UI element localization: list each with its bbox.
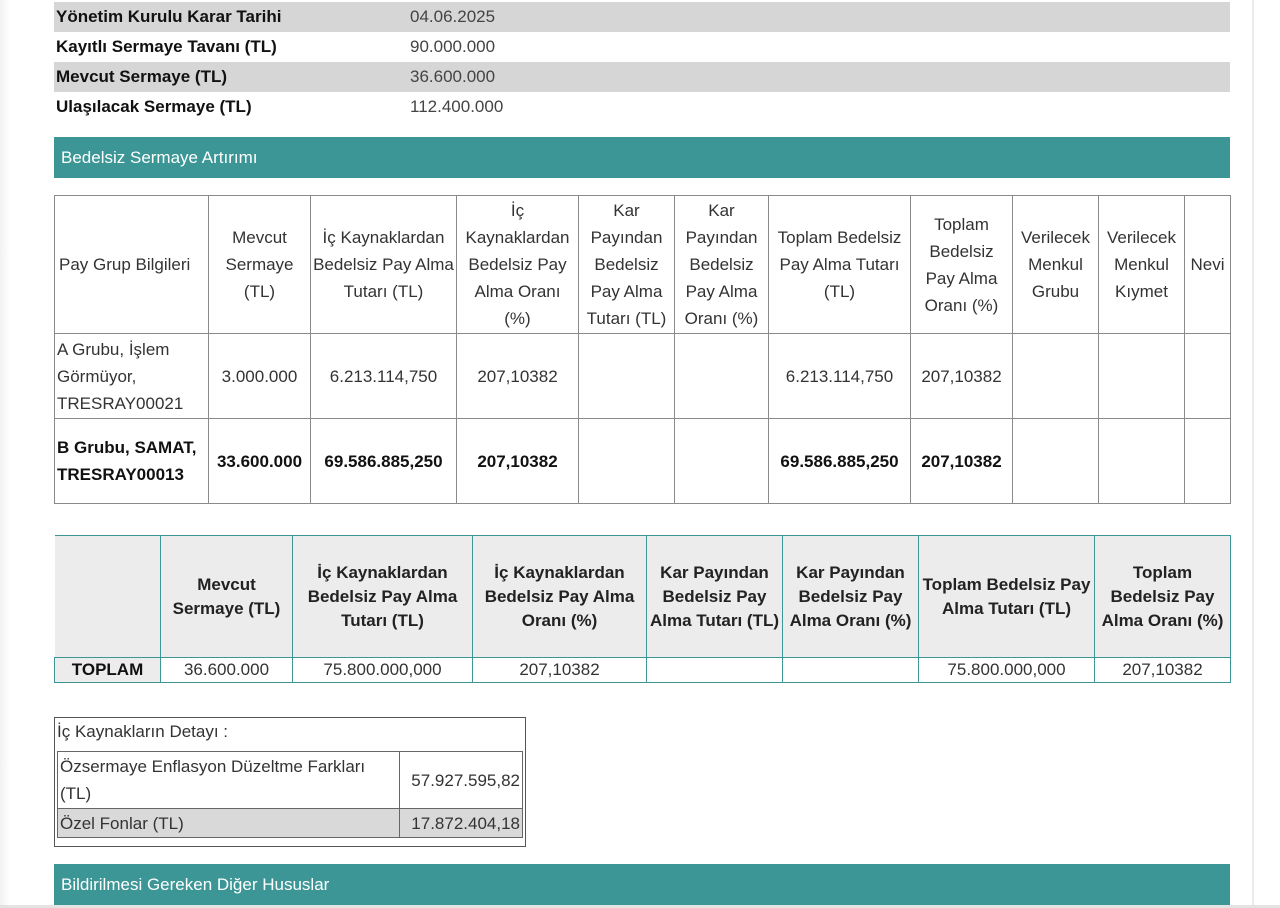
cell: 3.000.000	[209, 334, 311, 419]
table-row	[55, 419, 1231, 504]
cell	[783, 658, 919, 683]
col-header: İç Kaynaklardan Bedelsiz Pay Alma Oranı (%)	[473, 536, 647, 658]
cell: 207,10382	[911, 419, 1013, 504]
detail-row	[58, 809, 523, 838]
col-header: İç Kaynaklardan Bedelsiz Pay Alma Tutarı (TL)	[293, 536, 473, 658]
col-header: Mevcut Sermaye (TL)	[209, 196, 311, 334]
summary-row	[54, 92, 1230, 122]
summary-value: 112.400.000	[410, 97, 504, 116]
cell: 6.213.114,750	[311, 334, 457, 419]
cell	[675, 419, 769, 504]
summary-label: Yönetim Kurulu Karar Tarihi	[54, 2, 408, 32]
page-shadow	[0, 0, 10, 908]
detail-label: Özsermaye Enflasyon Düzeltme Farkları (TL)	[58, 752, 400, 809]
summary-label: Kayıtlı Sermaye Tavanı (TL)	[56, 37, 277, 56]
summary-row	[54, 62, 1230, 92]
col-header: Verilecek Menkul Kıymet	[1099, 196, 1185, 334]
summary-value: 90.000.000	[410, 37, 496, 56]
section-header-bedelsiz: Bedelsiz Sermaye Artırımı	[54, 137, 1230, 178]
cell: 207,10382	[457, 419, 579, 504]
totals-header-row	[55, 536, 1231, 658]
cell: 69.586.885,250	[311, 419, 457, 504]
cell	[1013, 334, 1099, 419]
cell: A Grubu, İşlem Görmüyor, TRESRAY00021	[55, 334, 209, 419]
cell: 207,10382	[911, 334, 1013, 419]
summary-label: Ulaşılacak Sermaye (TL)	[56, 97, 252, 116]
cell: 33.600.000	[209, 419, 311, 504]
cell	[1099, 334, 1185, 419]
cell: 36.600.000	[161, 658, 293, 683]
cell: 6.213.114,750	[769, 334, 911, 419]
col-header: Kar Payından Bedelsiz Pay Alma Tutarı (TL)	[579, 196, 675, 334]
totals-label: TOPLAM	[55, 658, 161, 683]
col-header: Toplam Bedelsiz Pay Alma Oranı (%)	[911, 196, 1013, 334]
col-header: Toplam Bedelsiz Pay Alma Tutarı (TL)	[919, 536, 1095, 658]
totals-row	[55, 658, 1231, 683]
detail-table	[57, 751, 523, 838]
col-header: Toplam Bedelsiz Pay Alma Oranı (%)	[1095, 536, 1231, 658]
totals-table	[54, 535, 1231, 683]
cell	[579, 419, 675, 504]
cell	[1099, 419, 1185, 504]
cell: 75.800.000,000	[293, 658, 473, 683]
cell: 69.586.885,250	[769, 419, 911, 504]
col-header: Mevcut Sermaye (TL)	[161, 536, 293, 658]
table-row	[55, 334, 1231, 419]
cell: 75.800.000,000	[919, 658, 1095, 683]
col-header: Pay Grup Bilgileri	[55, 196, 209, 334]
detail-value: 57.927.595,82	[400, 752, 523, 809]
cell	[675, 334, 769, 419]
section-header-other-matters: Bildirilmesi Gereken Diğer Hususlar	[54, 864, 1230, 905]
col-header: İç Kaynaklardan Bedelsiz Pay Alma Tutarı (TL)	[311, 196, 457, 334]
cell: 207,10382	[457, 334, 579, 419]
col-header	[55, 536, 161, 658]
cell	[647, 658, 783, 683]
page-edge	[1252, 0, 1254, 908]
pay-group-table	[54, 195, 1231, 504]
cell	[1185, 334, 1231, 419]
cell	[579, 334, 675, 419]
pay-group-header-row	[55, 196, 1231, 334]
detail-value: 17.872.404,18	[400, 809, 523, 838]
capital-summary-table	[54, 2, 1230, 122]
detail-title: İç Kaynakların Detayı :	[57, 722, 229, 741]
summary-row	[54, 2, 1230, 32]
cell	[1185, 419, 1231, 504]
cell: B Grubu, SAMAT, TRESRAY00013	[55, 419, 209, 504]
summary-value: 04.06.2025	[408, 2, 1230, 32]
cell: 207,10382	[1095, 658, 1231, 683]
summary-label: Mevcut Sermaye (TL)	[54, 62, 408, 92]
summary-row	[54, 32, 1230, 62]
cell	[1013, 419, 1099, 504]
col-header: Toplam Bedelsiz Pay Alma Tutarı (TL)	[769, 196, 911, 334]
detail-label: Özel Fonlar (TL)	[58, 809, 400, 838]
col-header: İç Kaynaklardan Bedelsiz Pay Alma Oranı (%)	[457, 196, 579, 334]
col-header: Kar Payından Bedelsiz Pay Alma Oranı (%)	[675, 196, 769, 334]
col-header: Verilecek Menkul Grubu	[1013, 196, 1099, 334]
internal-resources-detail	[54, 717, 526, 847]
detail-row	[58, 752, 523, 809]
col-header: Kar Payından Bedelsiz Pay Alma Tutarı (TL)	[647, 536, 783, 658]
cell: 207,10382	[473, 658, 647, 683]
col-header: Kar Payından Bedelsiz Pay Alma Oranı (%)	[783, 536, 919, 658]
summary-value: 36.600.000	[408, 62, 1230, 92]
col-header: Nevi	[1185, 196, 1231, 334]
